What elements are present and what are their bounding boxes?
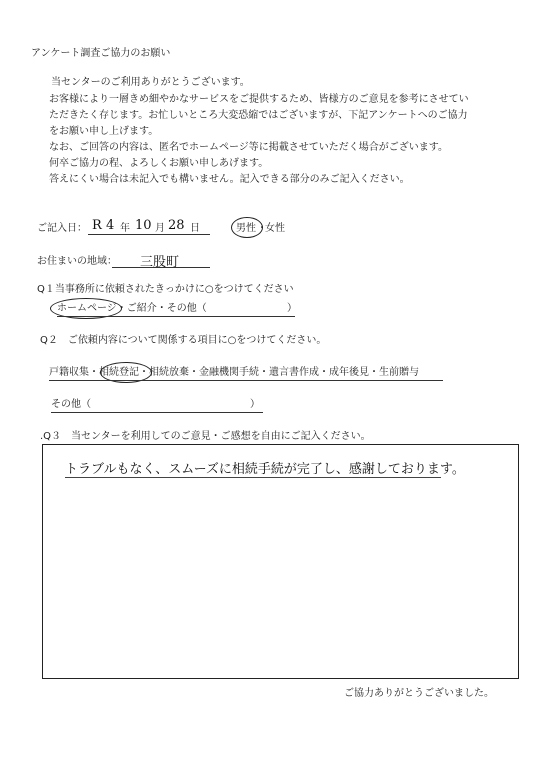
entry-date-underline — [88, 234, 210, 235]
intro-line: をお願い申し上げます。 — [49, 126, 159, 137]
intro-line: 当センターのご利用ありがとうございます。 — [51, 77, 250, 88]
entry-date-year-unit: 年 — [120, 223, 130, 234]
entry-date-day: 28 — [168, 218, 185, 233]
q3-text: .Q３ 当センターを利用してのご意見・ご感想を自由にご記入ください。 — [40, 431, 371, 442]
gender-female-option[interactable]: 女性 — [265, 223, 285, 234]
q2-other-label: その他（ — [51, 399, 91, 410]
address-value: 三股町 — [140, 255, 180, 270]
q2-other-close: ） — [250, 399, 260, 410]
intro-line: 答えにくい場合は未記入でも構いません。記入できる部分のみご記入ください。 — [49, 174, 410, 185]
gender-male-option[interactable]: 男性 — [236, 223, 256, 234]
entry-date-year: 4 — [106, 218, 115, 233]
q3-answer-text: トラブルもなく、スムーズに相続手続が完了し、感謝しております。 — [65, 462, 465, 477]
intro-line: お客様により一層きめ細やかなサービスをご提供するため、皆様方のご意見を参考にさせてい — [49, 94, 469, 105]
address-label: お住まいの地域： — [37, 256, 117, 267]
q3-answer-box[interactable] — [42, 444, 519, 679]
entry-date-era: R — [92, 218, 102, 233]
intro-line: 何卒ご協力の程、よろしくお願い申しあげます。 — [49, 158, 269, 169]
address-underline — [112, 267, 210, 268]
q1-text: Q１当事務所に依頼されたきっかけに○をつけてください — [37, 284, 294, 295]
q1-underline — [57, 316, 295, 317]
survey-title: アンケート調査ご協力のお願い — [31, 48, 171, 59]
q2-options[interactable]: 戸籍収集・相続登記・相続放棄・金融機関手続・遺言書作成・成年後見・生前贈与 — [49, 367, 419, 378]
q3-answer-underline — [65, 477, 441, 478]
entry-date-label: ご記入日： — [37, 223, 87, 234]
intro-line: なお、ご回答の内容は、匿名でホームページ等に掲載させていただく場合がございます。 — [49, 142, 448, 153]
entry-date-month-unit: 月 — [155, 223, 165, 234]
q1-options[interactable]: ホームページ・ご紹介・その他（ — [57, 303, 207, 314]
q1-close-paren: ） — [287, 303, 297, 314]
thanks-text: ご協力ありがとうございました。 — [344, 688, 494, 699]
q2-options-underline — [49, 380, 443, 381]
entry-date-month: 10 — [135, 218, 152, 233]
gender-separator: ・ — [257, 223, 267, 234]
intro-line: ただきたく存じます。お忙しいところ大変恐縮ではございますが、下記アンケートへのご協力 — [49, 110, 468, 121]
q2-other-underline — [51, 412, 263, 413]
entry-date-day-unit: 日 — [190, 223, 200, 234]
q2-text: Q２ ご依頼内容について関係する項目に○をつけてください。 — [40, 335, 327, 346]
